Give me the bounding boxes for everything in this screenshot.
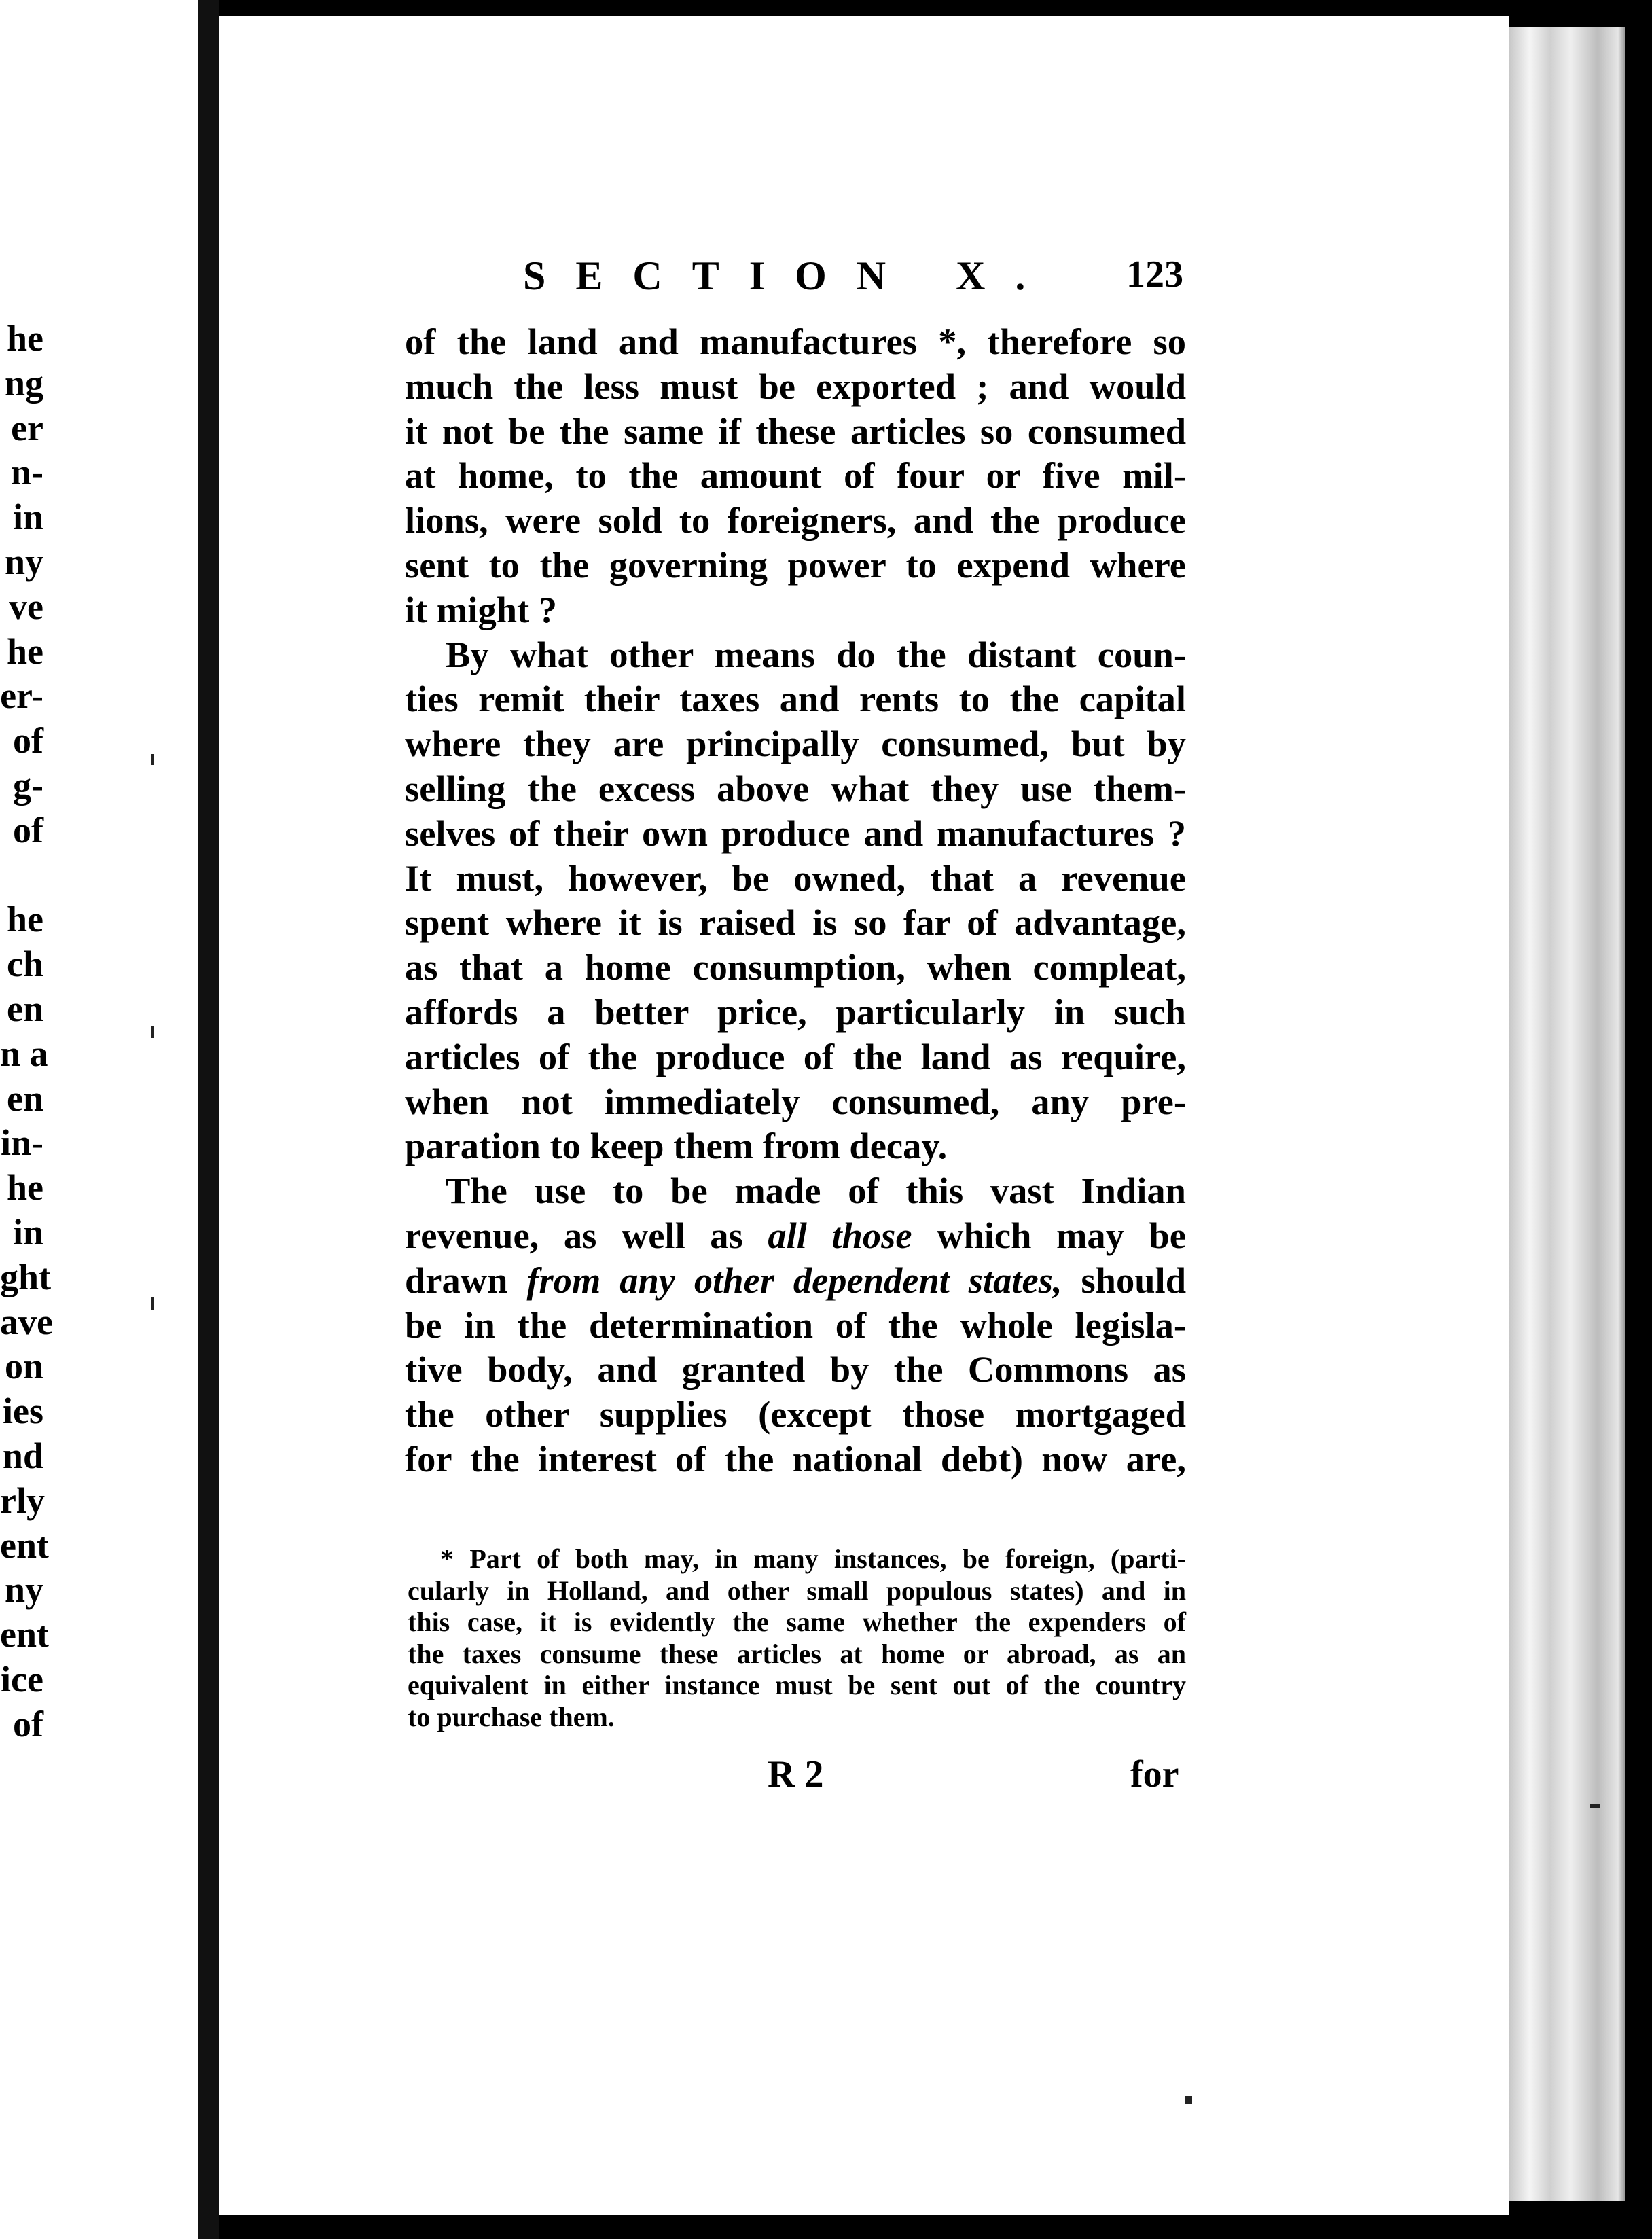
footnote-line: cularly in Holland, and other small populous states) and in — [408, 1575, 1186, 1606]
left-fragment — [0, 853, 197, 898]
left-fragment: g- — [13, 764, 43, 806]
left-fragment: er- — [0, 675, 43, 717]
text-line: at home, to the amount of four or five mil- — [405, 454, 1186, 497]
text-line: where they are principally consumed, but by — [405, 723, 1186, 765]
text-line: lions, were sold to foreigners, and the produce — [405, 499, 1186, 541]
scan-speck — [151, 1026, 154, 1038]
footnote-line: * Part of both may, in many instances, be foreign, (parti- — [440, 1543, 1186, 1574]
paragraph-1 — [405, 319, 1186, 632]
italic-phrase: from any other dependent states, — [526, 1259, 1062, 1301]
text-line: selling the excess above what they use them- — [405, 767, 1186, 809]
left-fragment: ent — [0, 1524, 49, 1566]
left-fragment: en — [7, 988, 43, 1029]
left-fragment: in — [12, 1211, 43, 1253]
left-fragment: n a — [0, 1033, 48, 1074]
left-fragment: n- — [10, 452, 43, 493]
signature-mark: R 2 — [768, 1753, 824, 1795]
left-fragment: ies — [3, 1391, 43, 1432]
scan-speck — [151, 754, 154, 765]
text-line: when not immediately consumed, any pre- — [405, 1080, 1186, 1122]
text-line: By what other means do the distant coun- — [446, 633, 1186, 675]
text-line: much the less must be exported ; and would — [405, 365, 1186, 407]
left-fragment: in — [12, 497, 43, 538]
text-line: drawn from any other dependent states, should — [405, 1259, 1186, 1301]
body-text — [405, 319, 1186, 1482]
footnote-line: the taxes consume these articles at home or abroad, as an — [408, 1638, 1186, 1669]
left-fragment: on — [4, 1346, 43, 1387]
scan-speck — [1590, 1804, 1600, 1808]
footnote-line: to purchase them. — [408, 1701, 615, 1732]
book-gutter — [198, 0, 219, 2239]
paragraph-2 — [405, 632, 1186, 1169]
text-line: articles of the produce of the land as require, — [405, 1035, 1186, 1077]
page-edges — [1509, 27, 1625, 2201]
footnote — [408, 1543, 1186, 1733]
left-fragment: ny — [4, 541, 43, 582]
left-fragment: ve — [9, 586, 43, 627]
text-line: spent where it is raised is so far of advantage, — [405, 901, 1186, 944]
text-line: be in the determination of the whole legisla- — [405, 1304, 1186, 1346]
running-head — [523, 253, 1202, 314]
left-page-line-endings — [0, 317, 197, 1747]
text-line: revenue, as well as all those which may be — [405, 1214, 1186, 1256]
text-line: it might ? — [405, 588, 558, 630]
text-line: sent to the governing power to expend where — [405, 543, 1186, 586]
left-fragment: nd — [2, 1435, 43, 1476]
left-fragment: ng — [4, 362, 43, 404]
left-fragment: in- — [0, 1122, 43, 1164]
scan-speck — [1185, 2096, 1192, 2104]
page-number: 123 — [1126, 253, 1183, 295]
text-line: of the land and manufactures *, therefore so — [405, 321, 1186, 362]
section-title: SECTION X. — [523, 253, 1056, 298]
scan-speck — [151, 1297, 154, 1310]
text-line: paration to keep them from decay. — [405, 1125, 948, 1167]
left-fragment: he — [7, 318, 43, 359]
text-line: ties remit their taxes and rents to the capital — [405, 678, 1186, 720]
text-line: as that a home consumption, when compleat, — [405, 946, 1186, 988]
paragraph-3 — [405, 1168, 1186, 1482]
text-line: the other supplies (except those mortgaged — [405, 1393, 1186, 1435]
text-line: tive body, and granted by the Commons as — [405, 1348, 1186, 1391]
footnote-line: equivalent in either instance must be sent out of the country — [408, 1670, 1186, 1700]
left-fragment: en — [7, 1077, 43, 1119]
text-line: The use to be made of this vast Indian — [446, 1170, 1186, 1212]
left-fragment: ent — [0, 1614, 49, 1655]
left-fragment: ave — [0, 1301, 53, 1342]
left-fragment: of — [13, 720, 43, 762]
left-fragment: ice — [1, 1658, 43, 1700]
left-fragment: of — [13, 809, 43, 850]
left-fragment: he — [7, 630, 43, 672]
left-fragment: he — [7, 1167, 43, 1208]
left-fragment: of — [13, 1703, 43, 1744]
text-line: affords a better price, particularly in such — [405, 990, 1186, 1033]
text-line: it not be the same if these articles so consumed — [405, 410, 1186, 452]
left-page-fragment — [0, 0, 202, 2239]
text-line: It must, however, be owned, that a revenue — [405, 857, 1186, 899]
text-line: selves of their own produce and manufactures ? — [405, 812, 1186, 854]
catchword: for — [1130, 1753, 1179, 1795]
left-fragment: er — [11, 407, 43, 448]
footnote-line: this case, it is evidently the same whether the expenders of — [408, 1607, 1186, 1637]
italic-phrase: all those — [768, 1214, 912, 1256]
left-fragment: rly — [0, 1480, 45, 1521]
left-fragment: ny — [4, 1569, 43, 1611]
left-fragment: ch — [7, 944, 43, 985]
left-fragment: ght — [0, 1256, 52, 1297]
text-line: for the interest of the national debt) now are, — [405, 1437, 1186, 1480]
left-fragment: he — [7, 899, 43, 940]
